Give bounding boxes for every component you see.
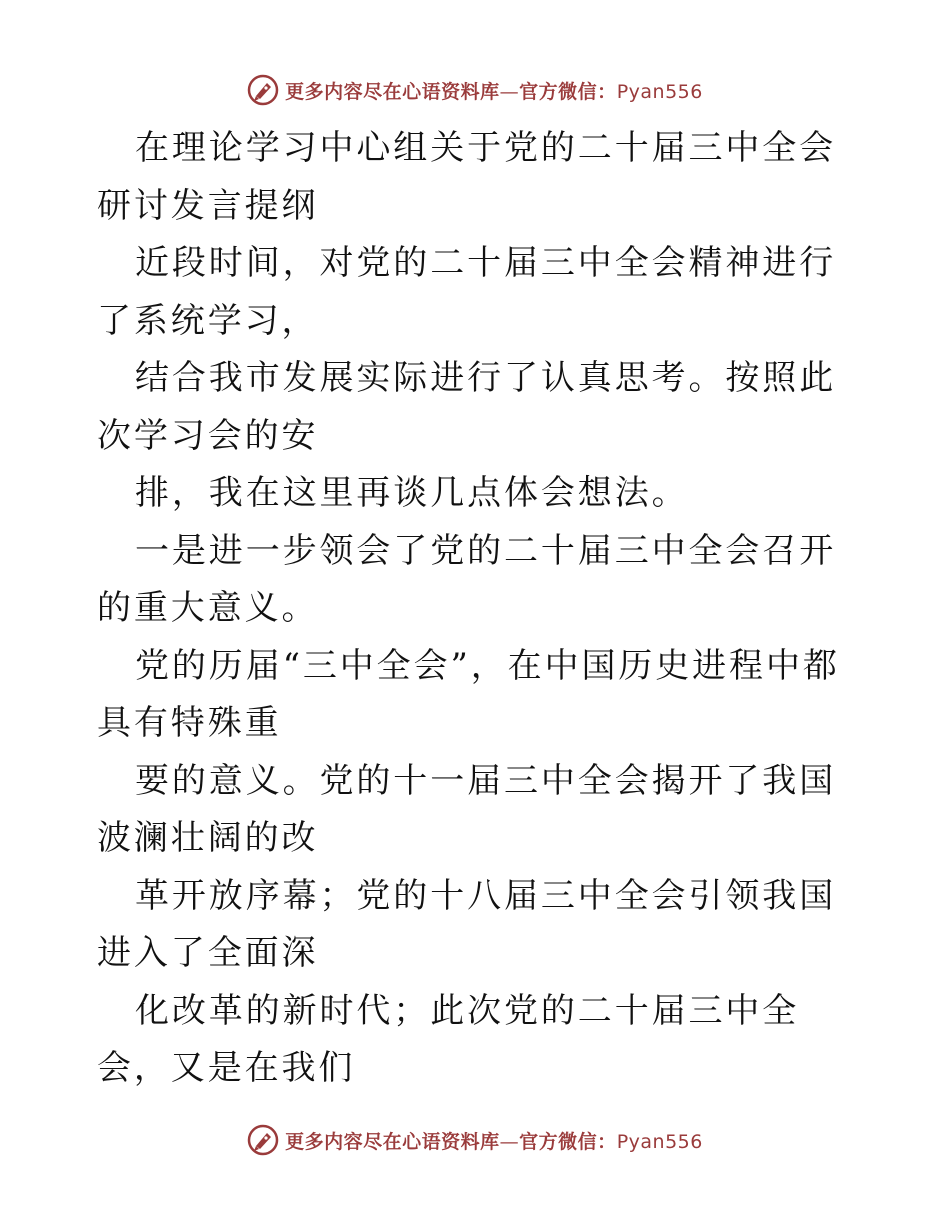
watermark-label: 官方微信： <box>519 1130 617 1153</box>
watermark-account: Pyan556 <box>616 80 703 103</box>
document-paragraph: 排，我在这里再谈几点体会想法。 <box>135 473 689 513</box>
watermark-dash: — <box>499 80 520 103</box>
document-paragraph: 党的历届“三中全会”，在中国历史进程中都具有特殊重 <box>97 645 840 743</box>
watermark-site-text: 更多内容尽在心语资料库 <box>285 80 500 103</box>
watermark-text <box>285 1127 703 1154</box>
watermark-header <box>0 70 950 110</box>
watermark-footer <box>0 1120 950 1160</box>
watermark-dash: — <box>499 1130 520 1153</box>
document-paragraph: 一是进一步领会了党的二十届三中全会召开的重大意义。 <box>97 530 837 628</box>
document-paragraph: 结合我市发展实际进行了认真思考。按照此次学习会的安 <box>97 358 837 456</box>
watermark-account: Pyan556 <box>616 1130 703 1153</box>
watermark-site-text: 更多内容尽在心语资料库 <box>285 1130 500 1153</box>
pen-nib-logo-icon <box>247 74 279 106</box>
document-paragraph: 化改革的新时代；此次党的二十届三中全会，又是在我们 <box>97 990 800 1088</box>
watermark-label: 官方微信： <box>519 80 617 103</box>
document-paragraph: 要的意义。党的十一届三中全会揭开了我国波澜壮阔的改 <box>97 760 837 858</box>
document-paragraph: 近段时间，对党的二十届三中全会精神进行了系统学习， <box>97 243 837 341</box>
watermark-text <box>285 77 703 104</box>
document-title-paragraph: 在理论学习中心组关于党的二十届三中全会研讨发言提纲 <box>97 128 837 226</box>
document-body <box>97 120 853 1098</box>
pen-nib-logo-icon <box>247 1124 279 1156</box>
document-paragraph: 革开放序幕；党的十八届三中全会引领我国进入了全面深 <box>97 875 837 973</box>
